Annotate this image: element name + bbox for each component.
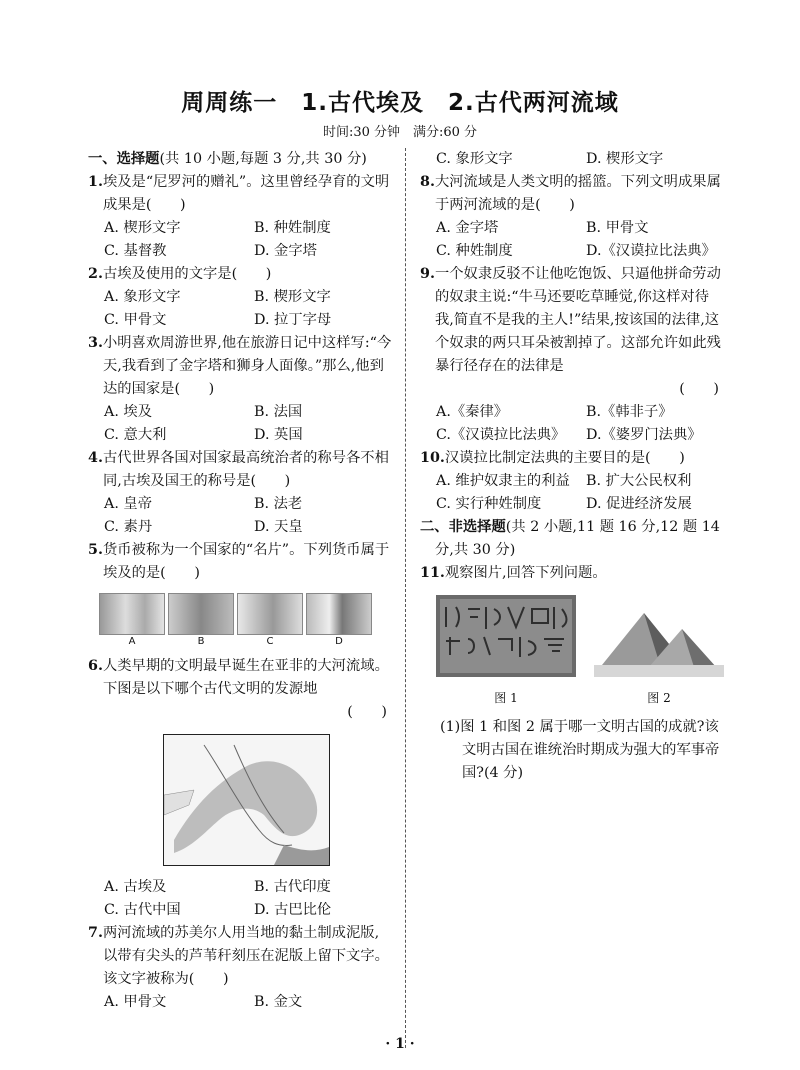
question-1: 1.埃及是“尼罗河的赠礼”。这里曾经孕育的文明成果是( ) A. 楔形文字 B. 种姓制度 C. 基督教 D. 金字塔 bbox=[88, 171, 393, 263]
question-11: 11.观察图片,回答下列问题。 图 1 图 2 (1)图 1 和图 2 属于哪一文明古国的成就?该文明古国在谁统治时期成为强大的军事帝国?(4 分) bbox=[420, 562, 725, 785]
question-7-options-part1: A. 甲骨文 B. 金文 bbox=[104, 994, 303, 1010]
question-4: 4.古代世界各国对国家最高统治者的称号各不相同,古埃及国王的称号是( ) A. 皇帝 B. 法老 C. 素丹 D. 天皇 bbox=[88, 447, 393, 539]
question-3-options: A. 埃及 B. 法国 C. 意大利 D. 英国 bbox=[104, 404, 303, 443]
left-column bbox=[88, 148, 393, 1014]
page-title: 周周练一 1.古代埃及 2.古代两河流域 bbox=[181, 90, 619, 116]
banknote-image bbox=[237, 593, 303, 635]
section-two-heading: 二、非选择题(共 2 小题,11 题 16 分,12 题 14 分,共 30 分) bbox=[420, 519, 720, 558]
question-4-options: A. 皇帝 B. 法老 C. 素丹 D. 天皇 bbox=[104, 496, 303, 535]
hieroglyphs-image bbox=[436, 595, 576, 677]
river-valley-map bbox=[163, 734, 330, 866]
question-10-options: A. 维护奴隶主的利益 B. 扩大公民权利 C. 实行种姓制度 D. 促进经济发展 bbox=[436, 473, 692, 512]
pyramids-image bbox=[594, 595, 724, 677]
figure-2: 图 2 bbox=[594, 595, 724, 710]
question-11-figures bbox=[436, 595, 725, 710]
map-image bbox=[164, 735, 329, 865]
currency-images bbox=[100, 593, 393, 649]
question-7: 7.两河流域的苏美尔人用当地的黏土制成泥版,以带有尖头的芦苇秆刻压在泥版上留下文字。该文字被称为( ) A. 甲骨文 B. 金文 bbox=[88, 922, 393, 1014]
currency-option-a: A bbox=[100, 593, 164, 649]
question-6-options: A. 古埃及 B. 古代印度 C. 古代中国 D. 古巴比伦 bbox=[104, 879, 332, 918]
currency-option-c: C bbox=[238, 593, 302, 649]
column-divider bbox=[405, 148, 406, 1048]
currency-option-b: B bbox=[169, 593, 233, 649]
question-8: 8.大河流域是人类文明的摇篮。下列文明成果属于两河流域的是( ) A. 金字塔 B. 甲骨文 C. 种姓制度 D.《汉谟拉比法典》 bbox=[420, 171, 725, 263]
question-11-part-1: (1)图 1 和图 2 属于哪一文明古国的成就?该文明古国在谁统治时期成为强大的军事帝国?(4 分) bbox=[440, 719, 720, 781]
question-6: 6.人类早期的文明最早诞生在亚非的大河流域。下图是以下哪个古代文明的发源地 ( ) A. 古埃及 B. 古代印度 C. 古代中国 D. 古巴比伦 bbox=[88, 655, 393, 922]
question-8-options: A. 金字塔 B. 甲骨文 C. 种姓制度 D.《汉谟拉比法典》 bbox=[436, 220, 716, 259]
question-1-options: A. 楔形文字 B. 种姓制度 C. 基督教 D. 金字塔 bbox=[104, 220, 331, 259]
question-9: 9.一个奴隶反驳不让他吃饱饭、只逼他拼命劳动的奴隶主说:“牛马还要吃草睡觉,你这样对待我,简直不是我的主人!”结果,按该国的法律,这个奴隶的两只耳朵被割掉了。这部允许如此残暴行径存在的法律是 ( ) A.《秦律》 B.《韩非子》 C.《汉谟拉比法典》 D.《婆罗门法典》 bbox=[420, 263, 725, 447]
question-7-options-part2: C. 象形文字 D. 楔形文字 bbox=[436, 151, 664, 167]
banknote-image bbox=[99, 593, 165, 635]
currency-option-d: D bbox=[307, 593, 371, 649]
question-10: 10.汉谟拉比制定法典的主要目的是( ) A. 维护奴隶主的利益 B. 扩大公民权利 C. 实行种姓制度 D. 促进经济发展 bbox=[420, 447, 725, 516]
question-2: 2.古埃及使用的文字是( ) A. 象形文字 B. 楔形文字 C. 甲骨文 D. 拉丁字母 bbox=[88, 263, 393, 332]
page-number: · 1 · bbox=[385, 1036, 415, 1052]
figure-1: 图 1 bbox=[436, 595, 576, 710]
right-column bbox=[420, 148, 725, 785]
question-3: 3.小明喜欢周游世界,他在旅游日记中这样写:“今天,我看到了金字塔和狮身人面像。”那么,他到达的国家是( ) A. 埃及 B. 法国 C. 意大利 D. 英国 bbox=[88, 332, 393, 447]
page-subtitle: 时间:30 分钟 满分:60 分 bbox=[322, 125, 478, 140]
question-9-options: A.《秦律》 B.《韩非子》 C.《汉谟拉比法典》 D.《婆罗门法典》 bbox=[436, 404, 702, 443]
question-2-options: A. 象形文字 B. 楔形文字 C. 甲骨文 D. 拉丁字母 bbox=[104, 289, 332, 328]
banknote-image bbox=[168, 593, 234, 635]
banknote-image bbox=[306, 593, 372, 635]
question-5: 5.货币被称为一个国家的“名片”。下列货币属于埃及的是( ) A B C D bbox=[88, 539, 393, 649]
section-one-heading: 一、选择题(共 10 小题,每题 3 分,共 30 分) bbox=[88, 151, 367, 167]
